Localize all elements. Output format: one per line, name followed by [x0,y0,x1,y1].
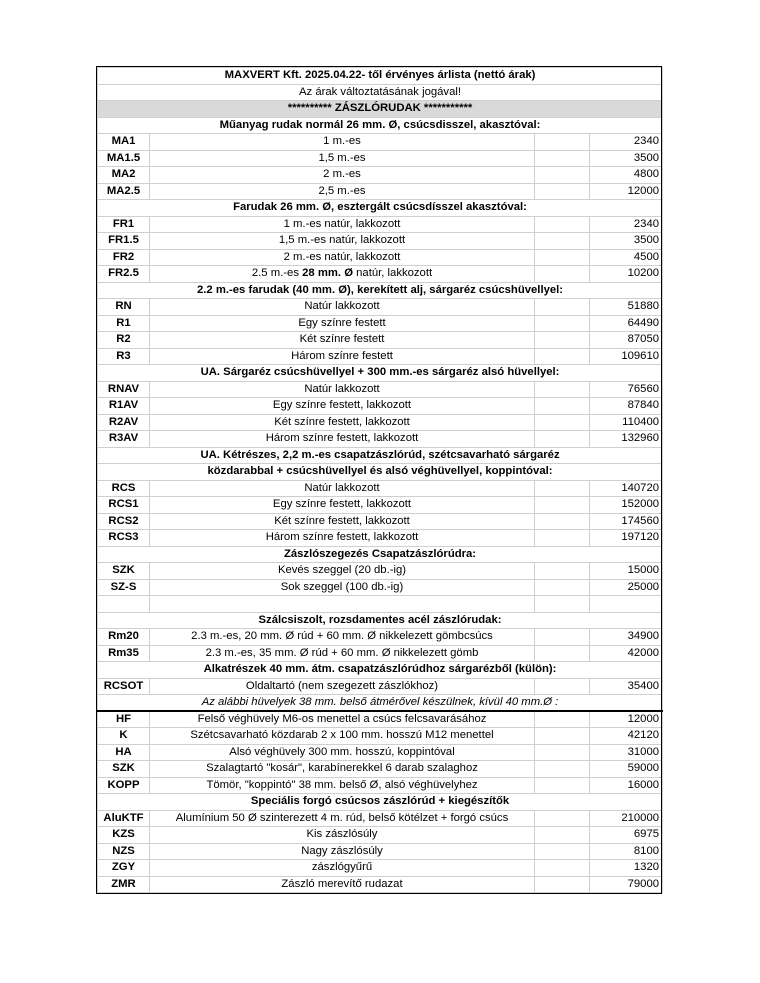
product-code: FR1 [98,216,150,233]
group-heading: Speciális forgó csúcsos zászlórúd + kiegészítők [98,794,663,811]
group-heading-row [98,282,663,299]
table-row [98,233,663,250]
product-description: 2,5 m.-es [150,183,535,200]
description-part: 2.5 m.-es [251,267,303,280]
table-row [98,530,663,547]
product-price: 1320 [590,860,663,877]
product-description: Kevés szeggel (20 db.-ig) [150,563,535,580]
empty-cell [535,596,590,613]
product-code: SZK [98,563,150,580]
product-code: NZS [98,843,150,860]
table-row [98,678,663,695]
empty-cell [590,596,663,613]
group-heading: Farudak 26 mm. Ø, esztergált csúcsdísszel akasztóval: [98,200,663,217]
empty-cell [535,645,590,662]
product-price: 3500 [590,150,663,167]
product-code: HA [98,744,150,761]
product-description: Egy színre festett [150,315,535,332]
table-row [98,150,663,167]
description-part: natúr, lakkozott [352,267,433,280]
product-description [150,266,535,283]
product-price: 15000 [590,563,663,580]
product-description: 2 m.-es [150,167,535,184]
product-code: FR2.5 [98,266,150,283]
empty-cell [535,150,590,167]
product-description: 2.3 m.-es, 20 mm. Ø rúd + 60 mm. Ø nikkelezett gömbcsúcs [150,629,535,646]
empty-cell [98,596,150,613]
empty-cell [535,315,590,332]
product-code: R1AV [98,398,150,415]
product-code: R2AV [98,414,150,431]
product-code: R3AV [98,431,150,448]
table-row [98,777,663,794]
group-heading: Zászlószegezés Csapatzászlórúdra: [98,546,663,563]
table-row [98,645,663,662]
product-price: 51880 [590,299,663,316]
product-description: Natúr lakkozott [150,381,535,398]
product-price: 10200 [590,266,663,283]
table-row [98,266,663,283]
product-price: 152000 [590,497,663,514]
product-price: 109610 [590,348,663,365]
product-description: zászlógyűrű [150,860,535,877]
product-code: KZS [98,827,150,844]
product-price: 210000 [590,810,663,827]
section-row [98,101,663,118]
product-description: Két színre festett, lakkozott [150,513,535,530]
product-description: Tömör, "koppintó" 38 mm. belső Ø, alsó véghüvelyhez [150,777,535,794]
product-code: HF [98,711,150,728]
empty-cell [535,711,590,728]
product-description: Három színre festett, lakkozott [150,530,535,547]
empty-cell [535,348,590,365]
table-row [98,167,663,184]
product-price: 6975 [590,827,663,844]
product-code: MA2 [98,167,150,184]
product-description: Nagy zászlósúly [150,843,535,860]
empty-cell [535,414,590,431]
empty-cell [535,381,590,398]
product-code: RCS1 [98,497,150,514]
subtitle-row [98,84,663,101]
product-description: Alumínium 50 Ø szinterezett 4 m. rúd, belső kötélzet + forgó csúcs [150,810,535,827]
table-row [98,579,663,596]
empty-cell [535,183,590,200]
group-heading-row [98,447,663,464]
product-code: Rm20 [98,629,150,646]
price-list-subtitle: Az árak változtatásának jogával! [98,84,663,101]
product-price: 87840 [590,398,663,415]
group-heading-row [98,200,663,217]
table-row [98,843,663,860]
product-code: RCSOT [98,678,150,695]
empty-cell [535,876,590,893]
product-price: 110400 [590,414,663,431]
table-row [98,348,663,365]
table-row [98,728,663,745]
product-price: 25000 [590,579,663,596]
table-row [98,513,663,530]
product-description: Szétcsavarható közdarab 2 x 100 mm. hosszú M12 menettel [150,728,535,745]
table-row [98,827,663,844]
empty-cell [535,513,590,530]
product-price: 2340 [590,134,663,151]
empty-cell [535,777,590,794]
empty-cell [535,134,590,151]
empty-cell [150,596,535,613]
product-price: 8100 [590,843,663,860]
group-heading: UA. Kétrészes, 2,2 m.-es csapatzászlórúd, szétcsavarható sárgaréz [98,447,663,464]
product-price: 42000 [590,645,663,662]
product-price: 4500 [590,249,663,266]
empty-cell [535,480,590,497]
product-description: 1 m.-es [150,134,535,151]
product-description: Natúr lakkozott [150,480,535,497]
section-title: ********** ZÁSZLÓRUDAK *********** [98,101,663,118]
product-description: Zászló merevítő rudazat [150,876,535,893]
empty-cell [535,810,590,827]
note-text: Az alábbi hüvelyek 38 mm. belső átmérővel készülnek, kívül 40 mm.Ø : [98,695,663,712]
product-code: FR1.5 [98,233,150,250]
product-price: 42120 [590,728,663,745]
table-row [98,563,663,580]
product-code: SZK [98,761,150,778]
product-code: MA2.5 [98,183,150,200]
empty-cell [535,266,590,283]
empty-cell [535,678,590,695]
empty-cell [535,299,590,316]
product-description: Szalagtartó "kosár", karabínerekkel 6 darab szalaghoz [150,761,535,778]
product-code: MA1.5 [98,150,150,167]
product-code: KOPP [98,777,150,794]
note-row [98,695,663,712]
product-price: 64490 [590,315,663,332]
table-row [98,876,663,893]
product-description: Alsó véghüvely 300 mm. hosszú, koppintóval [150,744,535,761]
empty-cell [535,431,590,448]
product-description: 1,5 m.-es natúr, lakkozott [150,233,535,250]
empty-cell [535,579,590,596]
product-code: AluKTF [98,810,150,827]
product-description: Három színre festett, lakkozott [150,431,535,448]
product-description: Oldaltartó (nem szegezett zászlókhoz) [150,678,535,695]
group-heading-row [98,612,663,629]
product-description: 2.3 m.-es, 35 mm. Ø rúd + 60 mm. Ø nikkelezett gömb [150,645,535,662]
group-heading-row [98,662,663,679]
empty-cell [535,761,590,778]
empty-cell [535,827,590,844]
product-code: RCS3 [98,530,150,547]
table-row [98,480,663,497]
product-price: 2340 [590,216,663,233]
product-price: 4800 [590,167,663,184]
product-price: 35400 [590,678,663,695]
product-price: 79000 [590,876,663,893]
blank-row [98,596,663,613]
product-description: Natúr lakkozott [150,299,535,316]
product-description: Két színre festett, lakkozott [150,414,535,431]
empty-cell [535,332,590,349]
empty-cell [535,629,590,646]
product-description: Egy színre festett, lakkozott [150,497,535,514]
group-heading: Alkatrészek 40 mm. átm. csapatzászlórúdhoz sárgarézből (külön): [98,662,663,679]
empty-cell [535,530,590,547]
price-list-sheet [97,67,662,893]
table-row [98,134,663,151]
product-code: RN [98,299,150,316]
empty-cell [535,728,590,745]
product-code: SZ-S [98,579,150,596]
group-heading: közdarabbal + csúcshüvellyel és alsó véghüvellyel, koppintóval: [98,464,663,481]
table-row [98,761,663,778]
product-price: 197120 [590,530,663,547]
product-price: 12000 [590,183,663,200]
group-heading: 2.2 m.-es farudak (40 mm. Ø), kerekített alj, sárgaréz csúcshüvellyel: [98,282,663,299]
group-heading-row [98,365,663,382]
product-price: 76560 [590,381,663,398]
table-row [98,332,663,349]
table-row [98,249,663,266]
product-description: 1,5 m.-es [150,150,535,167]
product-description: Sok szeggel (100 db.-ig) [150,579,535,596]
product-description: 2 m.-es natúr, lakkozott [150,249,535,266]
table-row [98,860,663,877]
table-row [98,431,663,448]
product-price: 140720 [590,480,663,497]
product-code: K [98,728,150,745]
product-code: FR2 [98,249,150,266]
group-heading: UA. Sárgaréz csúcshüvellyel + 300 mm.-es sárgaréz alsó hüvellyel: [98,365,663,382]
product-code: RCS2 [98,513,150,530]
table-row [98,810,663,827]
product-code: RCS [98,480,150,497]
empty-cell [535,167,590,184]
table-row [98,183,663,200]
product-description: Három színre festett [150,348,535,365]
product-price: 31000 [590,744,663,761]
product-code: Rm35 [98,645,150,662]
product-description: Felső véghüvely M6-os menettel a csúcs felcsavarásához [150,711,535,728]
product-description: Kis zászlósúly [150,827,535,844]
empty-cell [535,563,590,580]
product-code: ZMR [98,876,150,893]
product-code: ZGY [98,860,150,877]
product-description: Egy színre festett, lakkozott [150,398,535,415]
product-price: 132960 [590,431,663,448]
empty-cell [535,398,590,415]
price-list-title: MAXVERT Kft. 2025.04.22- től érvényes árlista (nettó árak) [98,68,663,85]
empty-cell [535,860,590,877]
product-price: 59000 [590,761,663,778]
product-price: 34900 [590,629,663,646]
empty-cell [535,843,590,860]
group-heading-row [98,546,663,563]
product-code: R2 [98,332,150,349]
product-price: 12000 [590,711,663,728]
table-row [98,711,663,728]
empty-cell [535,249,590,266]
product-price: 87050 [590,332,663,349]
product-code: RNAV [98,381,150,398]
table-row [98,744,663,761]
table-row [98,414,663,431]
empty-cell [535,744,590,761]
group-heading: Szálcsiszolt, rozsdamentes acél zászlórudak: [98,612,663,629]
group-heading-row [98,794,663,811]
title-row [98,68,663,85]
group-heading: Műanyag rudak normál 26 mm. Ø, csúcsdisszel, akasztóval: [98,117,663,134]
price-list-table [97,67,663,893]
table-row [98,398,663,415]
table-row [98,497,663,514]
table-row [98,381,663,398]
product-code: MA1 [98,134,150,151]
table-row [98,299,663,316]
description-bold-part: 28 mm. Ø [302,267,353,280]
product-code: R1 [98,315,150,332]
product-description: Két színre festett [150,332,535,349]
table-row [98,315,663,332]
product-description: 1 m.-es natúr, lakkozott [150,216,535,233]
product-price: 174560 [590,513,663,530]
product-price: 3500 [590,233,663,250]
group-heading-row [98,464,663,481]
product-code: R3 [98,348,150,365]
product-price: 16000 [590,777,663,794]
empty-cell [535,216,590,233]
table-row [98,629,663,646]
empty-cell [535,497,590,514]
empty-cell [535,233,590,250]
table-row [98,216,663,233]
group-heading-row [98,117,663,134]
